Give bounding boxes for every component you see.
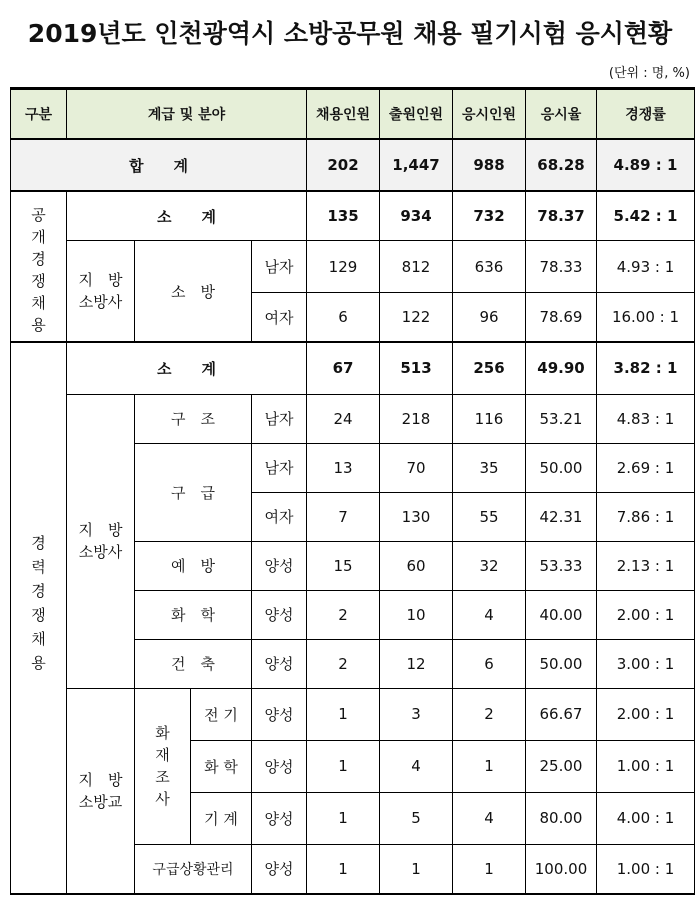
- cell-recruit: 1: [307, 792, 380, 844]
- cell-gender: 양성: [252, 844, 307, 894]
- cell-gender: 남자: [252, 394, 307, 443]
- cell-competition: 2.69 : 1: [597, 443, 695, 492]
- cell-examinees: 55: [453, 492, 526, 541]
- cell-gender: 남자: [252, 241, 307, 293]
- cell-examinees: 732: [453, 191, 526, 241]
- cell-competition: 1.00 : 1: [597, 844, 695, 894]
- col-header-competition: 경쟁률: [597, 89, 695, 140]
- career-rank2-label: 지 방 소방교: [78, 770, 123, 811]
- cell-applicants: 1: [380, 844, 453, 894]
- cell-recruit: 1: [307, 844, 380, 894]
- cell-applicants: 4: [380, 740, 453, 792]
- cell-rate: 42.31: [526, 492, 597, 541]
- cell-competition: 2.00 : 1: [597, 590, 695, 639]
- cell-applicants: 130: [380, 492, 453, 541]
- cell-examinees: 32: [453, 541, 526, 590]
- cell-recruit: 6: [307, 293, 380, 343]
- cell-competition: 5.42 : 1: [597, 191, 695, 241]
- cell-field: 기 계: [191, 792, 252, 844]
- table-row: [11, 688, 695, 740]
- cell-applicants: 5: [380, 792, 453, 844]
- open-subtotal-row: [11, 191, 695, 241]
- cell-gender: 남자: [252, 443, 307, 492]
- cell-gender: 양성: [252, 541, 307, 590]
- open-rank: [67, 241, 135, 343]
- cell-examinees: 1: [453, 844, 526, 894]
- cell-gender: 양성: [252, 639, 307, 688]
- cell-applicants: 1,447: [380, 139, 453, 191]
- cell-field: 구 급: [135, 443, 252, 541]
- cell-examinees: 96: [453, 293, 526, 343]
- cell-recruit: 13: [307, 443, 380, 492]
- cell-competition: 3.82 : 1: [597, 342, 695, 394]
- cell-recruit: 15: [307, 541, 380, 590]
- cell-competition: 1.00 : 1: [597, 740, 695, 792]
- cell-competition: 2.00 : 1: [597, 688, 695, 740]
- cell-applicants: 513: [380, 342, 453, 394]
- cell-gender: 여자: [252, 293, 307, 343]
- col-header-gubun: 구분: [11, 89, 67, 140]
- cell-examinees: 4: [453, 792, 526, 844]
- hwajae-group-label: 화재조사: [155, 724, 170, 808]
- cell-recruit: 1: [307, 688, 380, 740]
- exam-status-table: [10, 87, 695, 895]
- cell-applicants: 12: [380, 639, 453, 688]
- table-row: [11, 394, 695, 443]
- cell-rate: 68.28: [526, 139, 597, 191]
- cell-competition: 4.89 : 1: [597, 139, 695, 191]
- cell-field: 구급상황관리: [135, 844, 252, 894]
- cell-applicants: 10: [380, 590, 453, 639]
- open-field: 소 방: [135, 241, 252, 343]
- table-header-row: [11, 89, 695, 140]
- cell-field: 화 학: [191, 740, 252, 792]
- cell-applicants: 70: [380, 443, 453, 492]
- cell-competition: 3.00 : 1: [597, 639, 695, 688]
- col-header-recruit: 채용인원: [307, 89, 380, 140]
- cell-rate: 78.37: [526, 191, 597, 241]
- cell-applicants: 60: [380, 541, 453, 590]
- cell-gender: 여자: [252, 492, 307, 541]
- cell-competition: 7.86 : 1: [597, 492, 695, 541]
- cell-competition: 4.00 : 1: [597, 792, 695, 844]
- table-row: [11, 241, 695, 293]
- cell-applicants: 218: [380, 394, 453, 443]
- cell-rate: 50.00: [526, 639, 597, 688]
- cell-recruit: 24: [307, 394, 380, 443]
- col-header-applicants: 출원인원: [380, 89, 453, 140]
- cell-rate: 100.00: [526, 844, 597, 894]
- cell-recruit: 135: [307, 191, 380, 241]
- cell-rate: 78.33: [526, 241, 597, 293]
- cell-rate: 40.00: [526, 590, 597, 639]
- cell-recruit: 7: [307, 492, 380, 541]
- cell-rate: 78.69: [526, 293, 597, 343]
- page-title: 2019년도 인천광역시 소방공무원 채용 필기시험 응시현황: [27, 19, 673, 48]
- cell-competition: 4.93 : 1: [597, 241, 695, 293]
- cell-examinees: 2: [453, 688, 526, 740]
- cell-examinees: 35: [453, 443, 526, 492]
- cell-field: 예 방: [135, 541, 252, 590]
- cell-rate: 25.00: [526, 740, 597, 792]
- cell-rate: 66.67: [526, 688, 597, 740]
- cell-rate: 49.90: [526, 342, 597, 394]
- open-rank-label: 지 방 소방사: [78, 271, 123, 311]
- career-rank1-label: 지 방 소방사: [78, 521, 123, 561]
- cell-recruit: 202: [307, 139, 380, 191]
- open-category: [11, 191, 67, 342]
- career-subtotal-row: [11, 342, 695, 394]
- cell-rate: 50.00: [526, 443, 597, 492]
- cell-recruit: 67: [307, 342, 380, 394]
- career-category-label: 경력경쟁채용: [31, 534, 46, 672]
- cell-examinees: 4: [453, 590, 526, 639]
- col-header-rate: 응시율: [526, 89, 597, 140]
- cell-recruit: 129: [307, 241, 380, 293]
- cell-gender: 양성: [252, 688, 307, 740]
- cell-field: 화 학: [135, 590, 252, 639]
- open-category-label: 공개경쟁채용: [31, 206, 46, 334]
- cell-rate: 53.33: [526, 541, 597, 590]
- cell-field: 건 축: [135, 639, 252, 688]
- cell-rate: 80.00: [526, 792, 597, 844]
- cell-gender: 양성: [252, 740, 307, 792]
- subtotal-label: 소 계: [67, 342, 307, 394]
- cell-applicants: 812: [380, 241, 453, 293]
- cell-competition: 16.00 : 1: [597, 293, 695, 343]
- cell-recruit: 2: [307, 639, 380, 688]
- col-header-field: 계급 및 분야: [67, 89, 307, 140]
- cell-recruit: 2: [307, 590, 380, 639]
- career-rank-sobangsa: [67, 394, 135, 688]
- cell-competition: 4.83 : 1: [597, 394, 695, 443]
- subtotal-label: 소 계: [67, 191, 307, 241]
- cell-gender: 양성: [252, 590, 307, 639]
- cell-examinees: 256: [453, 342, 526, 394]
- cell-applicants: 122: [380, 293, 453, 343]
- cell-field: 구 조: [135, 394, 252, 443]
- cell-examinees: 1: [453, 740, 526, 792]
- cell-examinees: 636: [453, 241, 526, 293]
- cell-rate: 53.21: [526, 394, 597, 443]
- unit-note: (단위 : 명, %): [608, 66, 690, 81]
- cell-gender: 양성: [252, 792, 307, 844]
- cell-field: 전 기: [191, 688, 252, 740]
- cell-recruit: 1: [307, 740, 380, 792]
- cell-applicants: 3: [380, 688, 453, 740]
- career-category: [11, 342, 67, 894]
- cell-competition: 2.13 : 1: [597, 541, 695, 590]
- cell-examinees: 988: [453, 139, 526, 191]
- cell-applicants: 934: [380, 191, 453, 241]
- hwajae-group: [135, 688, 191, 844]
- total-row: [11, 139, 695, 191]
- col-header-examinees: 응시인원: [453, 89, 526, 140]
- total-label: 합 계: [11, 139, 307, 191]
- cell-examinees: 116: [453, 394, 526, 443]
- career-rank-sobanggyo: [67, 688, 135, 894]
- cell-examinees: 6: [453, 639, 526, 688]
